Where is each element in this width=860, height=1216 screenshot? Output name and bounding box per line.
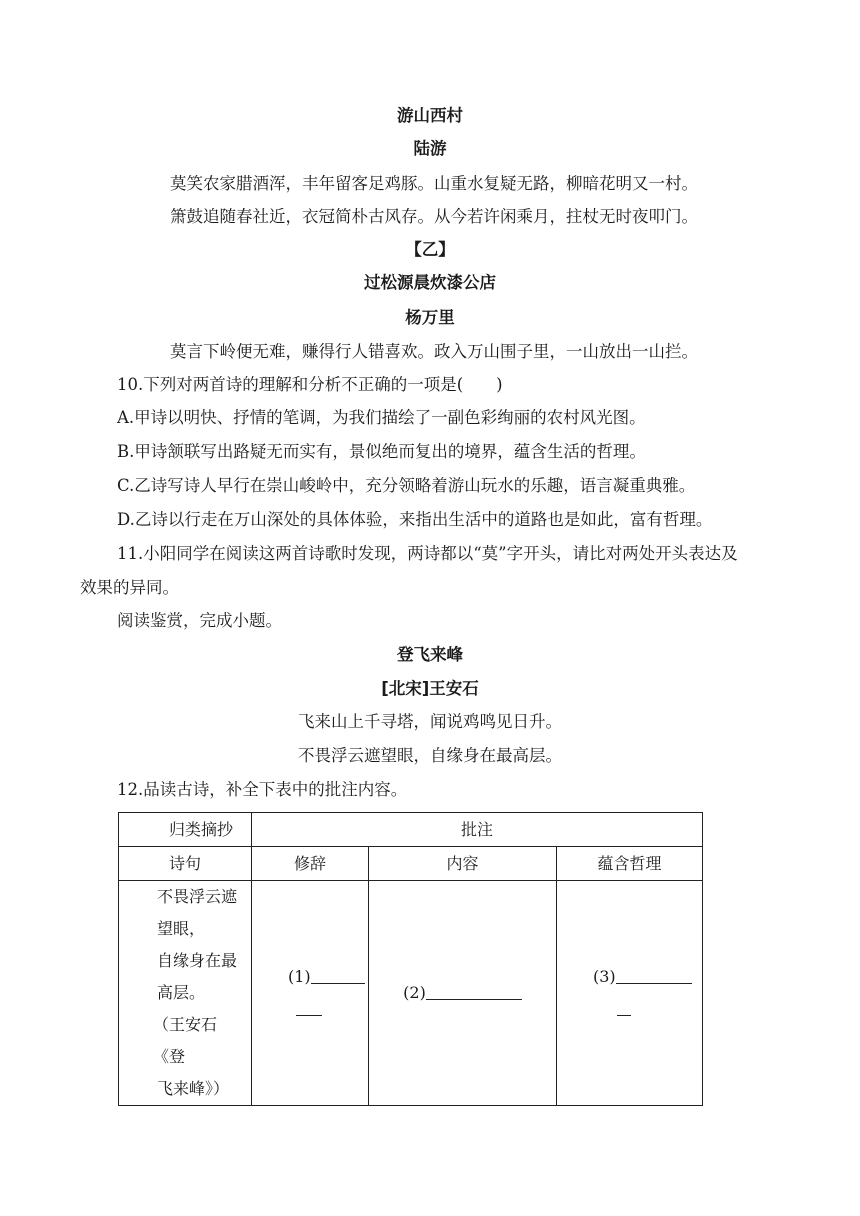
poem-a-author: 陆游 xyxy=(413,139,447,158)
answer-blank-philosophy[interactable] xyxy=(557,881,703,1106)
question-11-line-1: 11.小阳同学在阅读这两首诗歌时发现，两诗都以“莫”字开头，请比对两处开头表达及 xyxy=(117,544,738,563)
blank-number-3: (3) xyxy=(593,967,616,986)
question-12-stem: 12.品读古诗，补全下表中的批注内容。 xyxy=(117,780,408,799)
blank-number-1: (1) xyxy=(288,967,311,986)
table-row xyxy=(119,881,703,1106)
header-rhetoric: 修辞 xyxy=(252,847,369,881)
poem-b-marker: 【乙】 xyxy=(405,240,455,259)
annotation-table xyxy=(118,812,703,1106)
table-header-row-2 xyxy=(119,847,703,881)
table-header-row-1 xyxy=(119,813,703,847)
header-philosophy: 蕴含哲理 xyxy=(557,847,703,881)
reading-instruction: 阅读鉴赏，完成小题。 xyxy=(117,611,282,630)
poem-b-title: 过松源晨炊漆公店 xyxy=(364,273,496,292)
header-annotation: 批注 xyxy=(252,813,703,847)
header-content: 内容 xyxy=(369,847,557,881)
excerpt-line: （王安石《登 xyxy=(153,1015,218,1066)
poem-c-line-2: 不畏浮云遮望眼，自缘身在最高层。 xyxy=(298,746,562,765)
poem-a-line-2: 箫鼓追随春社近，衣冠简朴古风存。从今若许闲乘月，拄杖无时夜叩门。 xyxy=(170,207,698,226)
poem-c-line-1: 飞来山上千寻塔，闻说鸡鸣见日升。 xyxy=(298,712,562,731)
header-category-excerpt: 归类摘抄 xyxy=(119,813,252,847)
question-10-option-d: D.乙诗以行走在万山深处的具体体验，来指出生活中的道路也是如此，富有哲理。 xyxy=(117,510,713,529)
blank-number-2: (2) xyxy=(403,983,426,1002)
question-11-line-2: 效果的异同。 xyxy=(80,578,179,597)
blank-underline xyxy=(311,967,365,984)
excerpt-line: 不畏浮云遮 xyxy=(157,887,238,906)
question-10-option-c: C.乙诗写诗人早行在崇山峻岭中，充分领略着游山玩水的乐趣，语言凝重典雅。 xyxy=(117,476,696,495)
poem-b-author: 杨万里 xyxy=(405,308,455,327)
excerpt-line: 高层。 xyxy=(157,983,206,1002)
blank-underline xyxy=(426,983,522,1000)
poem-c-title: 登飞来峰 xyxy=(397,645,463,664)
blank-underline xyxy=(616,967,692,984)
poem-a-line-1: 莫笑农家腊酒浑，丰年留客足鸡豚。山重水复疑无路，柳暗花明又一村。 xyxy=(170,174,698,193)
header-poem-line: 诗句 xyxy=(119,847,252,881)
excerpt-line: 自缘身在最 xyxy=(157,951,238,970)
blank-underline xyxy=(296,999,322,1016)
question-10-option-a: A.甲诗以明快、抒情的笔调，为我们描绘了一副色彩绚丽的农村风光图。 xyxy=(117,408,646,427)
poem-b-line: 莫言下岭便无难，赚得行人错喜欢。政入万山围子里，一山放出一山拦。 xyxy=(170,342,698,361)
excerpt-line: 望眼， xyxy=(157,919,206,938)
answer-blank-rhetoric[interactable] xyxy=(252,881,369,1106)
poem-a-title: 游山西村 xyxy=(397,106,463,125)
poem-excerpt-cell xyxy=(119,881,252,1106)
question-10-stem: 10.下列对两首诗的理解和分析不正确的一项是( ) xyxy=(117,375,503,394)
question-10-option-b: B.甲诗颔联写出路疑无而实有，景似绝而复出的境界，蕴含生活的哲理。 xyxy=(117,442,646,461)
poem-c-author: [北宋]王安石 xyxy=(381,679,479,698)
blank-underline xyxy=(617,999,631,1016)
excerpt-line: 飞来峰》） xyxy=(157,1079,230,1098)
answer-blank-content[interactable] xyxy=(369,881,557,1106)
